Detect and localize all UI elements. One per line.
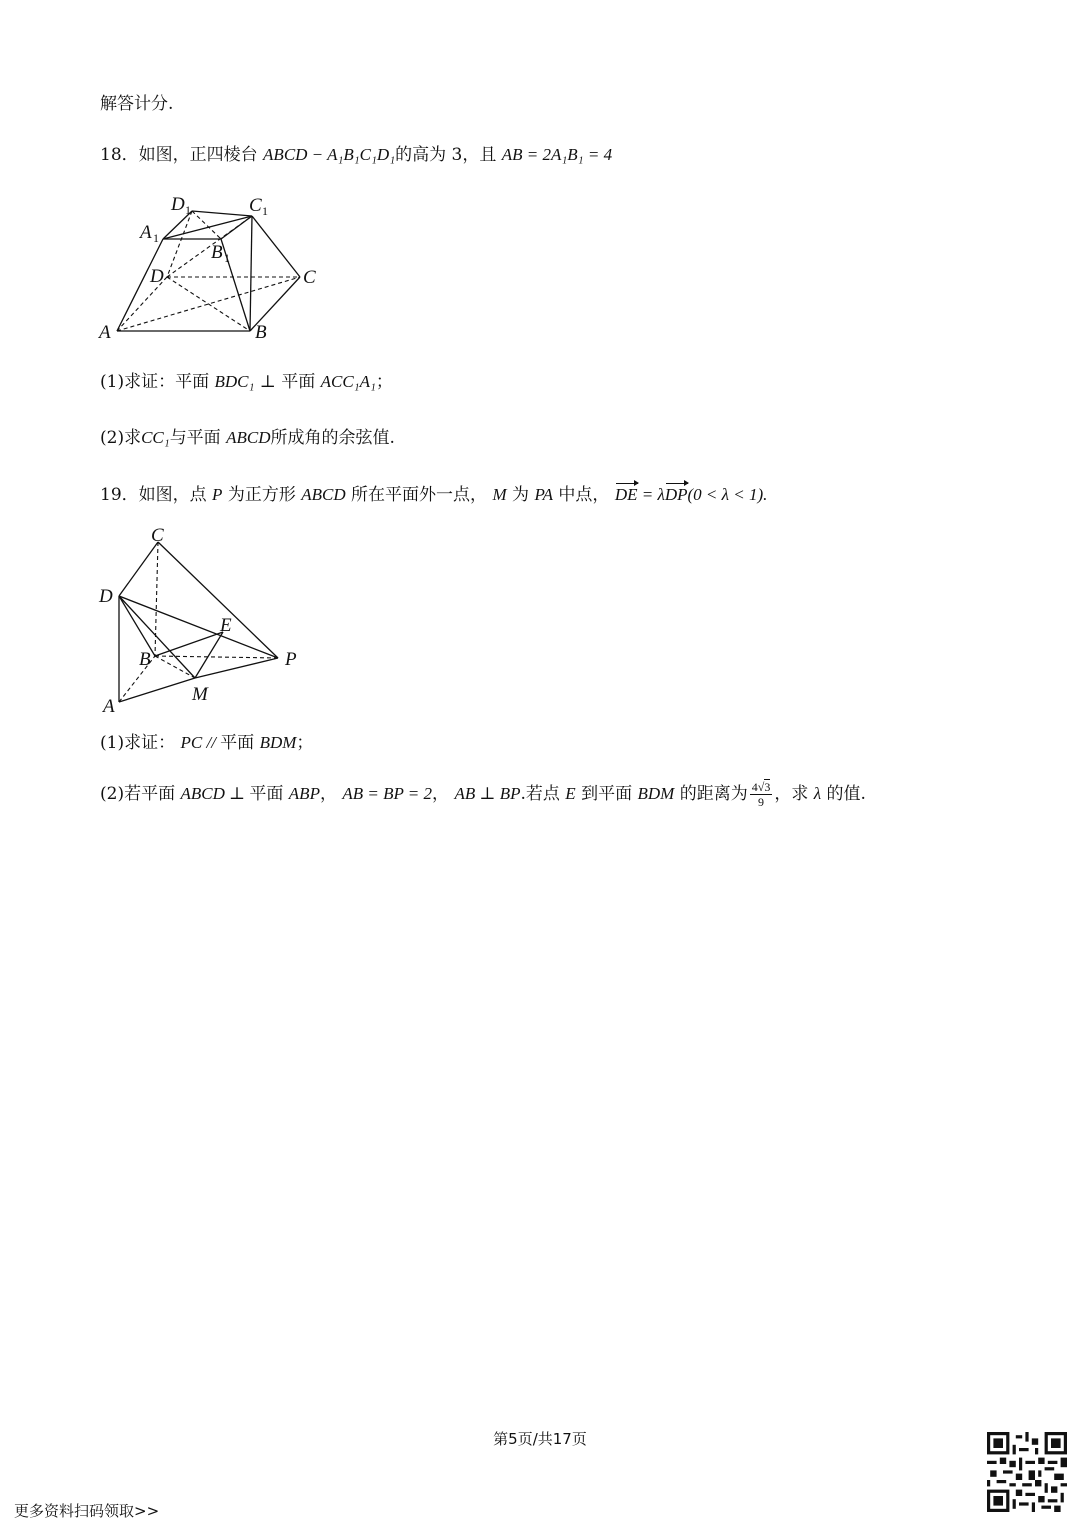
- label-M: M: [192, 684, 208, 705]
- q19-stem-a: 如图，点: [138, 485, 207, 505]
- q19-part1-plane: BDM: [259, 733, 297, 752]
- q19-part2-plane2: ABP: [288, 784, 320, 803]
- frac-coef: 4: [751, 780, 758, 794]
- q18-part1-plane1: BDC₁: [214, 372, 255, 391]
- q19-P: P: [212, 485, 223, 504]
- label-D1: D: [171, 194, 185, 215]
- q19-part2-d: ，: [432, 784, 450, 804]
- q18-part2-prefix: (2)求: [100, 428, 142, 448]
- q18-part1-prefix: (1)求证：平面: [100, 372, 210, 392]
- q19-part2-eq: AB = BP = 2: [342, 784, 433, 803]
- label-A1: A: [140, 222, 152, 243]
- q19-part1-plane-word: 平面: [220, 733, 255, 753]
- label-D1-sub: 1: [185, 203, 191, 217]
- q19-part2-h: ，求: [774, 784, 809, 804]
- q19-part2: [100, 780, 866, 809]
- q19-fraction: $\frac{4√3}{9}$: [751, 780, 771, 809]
- q19-part2-plane3: BDM: [637, 784, 675, 803]
- frac-root: 3: [764, 780, 771, 794]
- q19-part2-e: .若点: [520, 784, 560, 804]
- q19-stem-d: 为: [512, 485, 530, 505]
- q19-part2-c: ，: [319, 784, 337, 804]
- q18-part1: [100, 370, 393, 394]
- label-B1-sub: 1: [224, 251, 230, 265]
- q18-part1-perp: ⊥ 平面: [254, 372, 321, 392]
- q19-vector-DP: DP: [665, 483, 688, 507]
- page-number: 第5页/共17页: [493, 1430, 587, 1448]
- q19-part2-perp2: AB ⊥ BP: [454, 784, 521, 803]
- q19-stem-c: 所在平面外一点，: [351, 485, 488, 505]
- q19-part1: [100, 731, 313, 755]
- label-D: D: [150, 266, 164, 287]
- label-C1-sub: 1: [262, 204, 268, 218]
- q19-E: E: [565, 784, 576, 803]
- q19-square: ABCD: [301, 485, 346, 504]
- q19-M: M: [492, 485, 507, 504]
- label-P: P: [285, 649, 297, 670]
- q18-stem: [100, 143, 612, 167]
- q19-range: (0 < λ < 1).: [687, 485, 768, 504]
- q19-part1-stmt: PC //: [180, 733, 221, 752]
- q18-part1-end: ；: [375, 372, 393, 392]
- q19-lambda: λ: [813, 784, 822, 803]
- q19-stem: [100, 483, 767, 507]
- q19-part2-g: 的距离为: [679, 784, 748, 804]
- q19-figure: [95, 525, 315, 715]
- q19-stem-b: 为正方形: [227, 485, 296, 505]
- q18-part2-plane: ABCD: [226, 428, 271, 447]
- more-resources-link[interactable]: 更多资料扫码领取>>: [14, 1502, 160, 1520]
- label-B: B: [255, 322, 267, 343]
- label-C: C: [303, 267, 316, 288]
- q19-vector-DE: DE: [615, 483, 638, 507]
- q19-eq: = λ: [637, 485, 665, 504]
- qr-code-icon[interactable]: [987, 1432, 1067, 1512]
- label-B1: B: [211, 242, 223, 263]
- intro-text: 解答计分.: [100, 94, 174, 114]
- q19-part1-prefix: (1)求证：: [100, 733, 176, 753]
- q18-frustum: ABCD − A₁B₁C₁D₁: [263, 145, 396, 164]
- q18-part2-mid: 与平面: [169, 428, 221, 448]
- q18-stem-mid: 的高为 3，且: [395, 145, 497, 165]
- q19-number: 19．: [100, 485, 139, 505]
- q18-number: 18．: [100, 145, 139, 165]
- q18-stem-text: 如图，正四棱台: [138, 145, 258, 165]
- label-B: B: [139, 649, 151, 670]
- label-A1-sub: 1: [153, 231, 159, 245]
- q19-PA: PA: [534, 485, 554, 504]
- q19-part2-b: 平面: [249, 784, 284, 804]
- q19-part2-perp: ⊥: [224, 784, 250, 803]
- q18-condition: AB = 2A₁B₁ = 4: [501, 145, 613, 164]
- q19-part1-end: ；: [296, 733, 314, 753]
- q19-part2-f: 到平面: [581, 784, 633, 804]
- q18-part2: [100, 426, 395, 450]
- q18-part1-plane2: ACC₁A₁: [320, 372, 376, 391]
- q18-part2-line: CC₁: [141, 428, 170, 447]
- label-A: A: [103, 696, 115, 715]
- q19-part2-i: 的值.: [826, 784, 866, 804]
- label-C: C: [151, 525, 164, 546]
- label-A: A: [99, 322, 111, 343]
- label-E: E: [220, 615, 232, 636]
- q18-part2-end: 所成角的余弦值.: [270, 428, 395, 448]
- q18-figure: [95, 190, 335, 350]
- q19-stem-e: 中点，: [558, 485, 610, 505]
- label-C1: C: [249, 195, 262, 216]
- frac-den: 9: [758, 795, 765, 809]
- q19-part2-a: (2)若平面: [100, 784, 176, 804]
- label-D: D: [99, 586, 113, 607]
- q19-part2-plane1: ABCD: [180, 784, 225, 803]
